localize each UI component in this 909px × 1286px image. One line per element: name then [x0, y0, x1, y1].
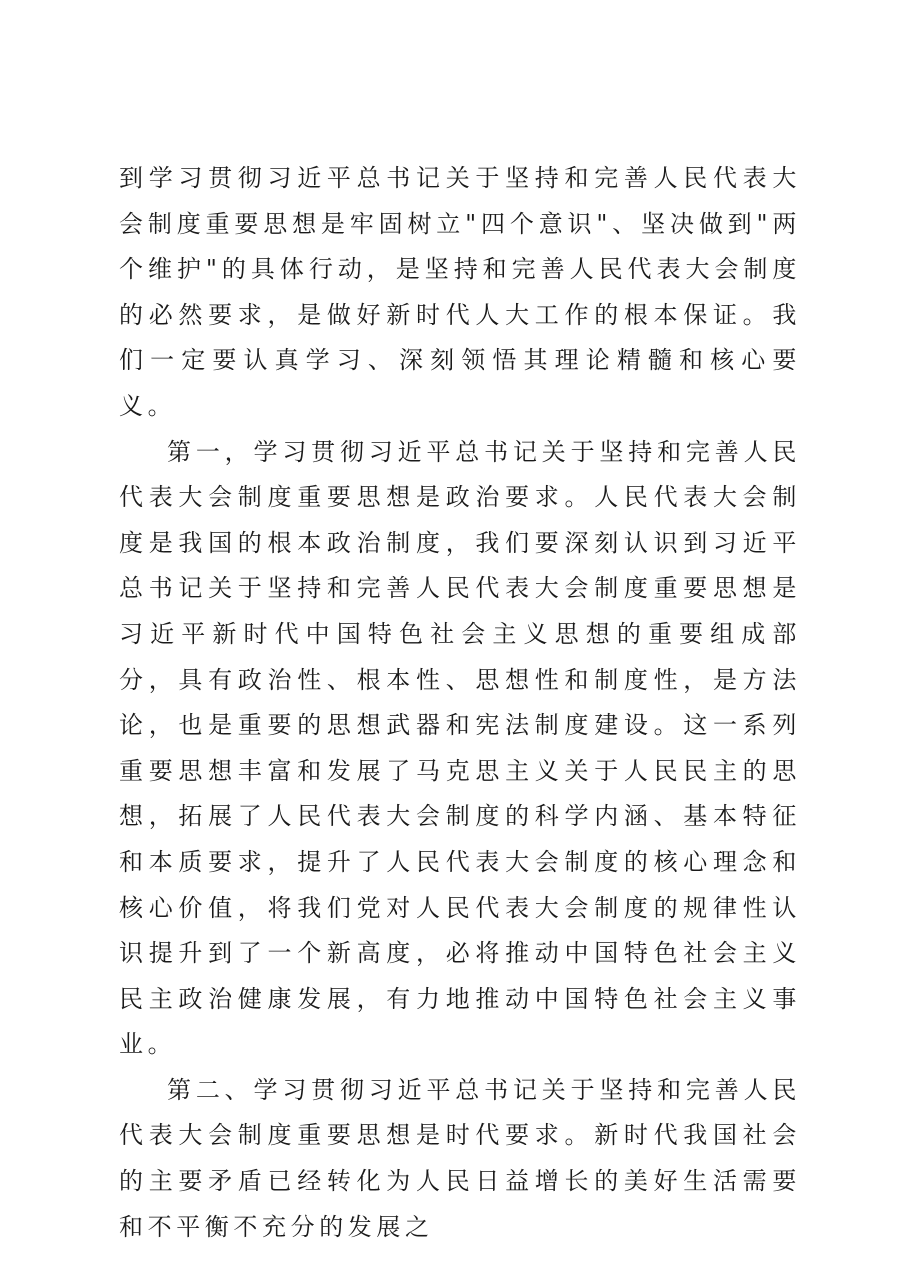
document-body [119, 156, 801, 1250]
paragraph-second-point: 第二、学习贯彻习近平总书记关于坚持和完善人民代表大会制度重要思想是时代要求。新时代我国社会的主要矛盾已经转化为人民日益增长的美好生活需要和不平衡不充分的发展之 [119, 1075, 801, 1241]
paragraph-first-point: 第一，学习贯彻习近平总书记关于坚持和完善人民代表大会制度重要思想是政治要求。人民代表大会制度是我国的根本政治制度，我们要深刻认识到习近平总书记关于坚持和完善人民代表大会制度重要思想是习近平新时代中国特色社会主义思想的重要组成部分，具有政治性、根本性、思想性和制度性，是方法论，也是重要的思想武器和宪法制度建设。这一系列重要思想丰富和发展了马克思主义关于人民民主的思想，拓展了人民代表大会制度的科学内涵、基本特征和本质要求，提升了人民代表大会制度的核心理念和核心价值，将我们党对人民代表大会制度的规律性认识提升到了一个新高度，必将推动中国特色社会主义民主政治健康发展，有力地推动中国特色社会主义事业。 [119, 437, 801, 1059]
paragraph-continuation: 到学习贯彻习近平总书记关于坚持和完善人民代表大会制度重要思想是牢固树立"四个意识"、坚决做到"两个维护"的具体行动，是坚持和完善人民代表大会制度的必然要求，是做好新时代人大工作的根本保证。我们一定要认真学习、深刻领悟其理论精髓和核心要义。 [119, 164, 801, 420]
